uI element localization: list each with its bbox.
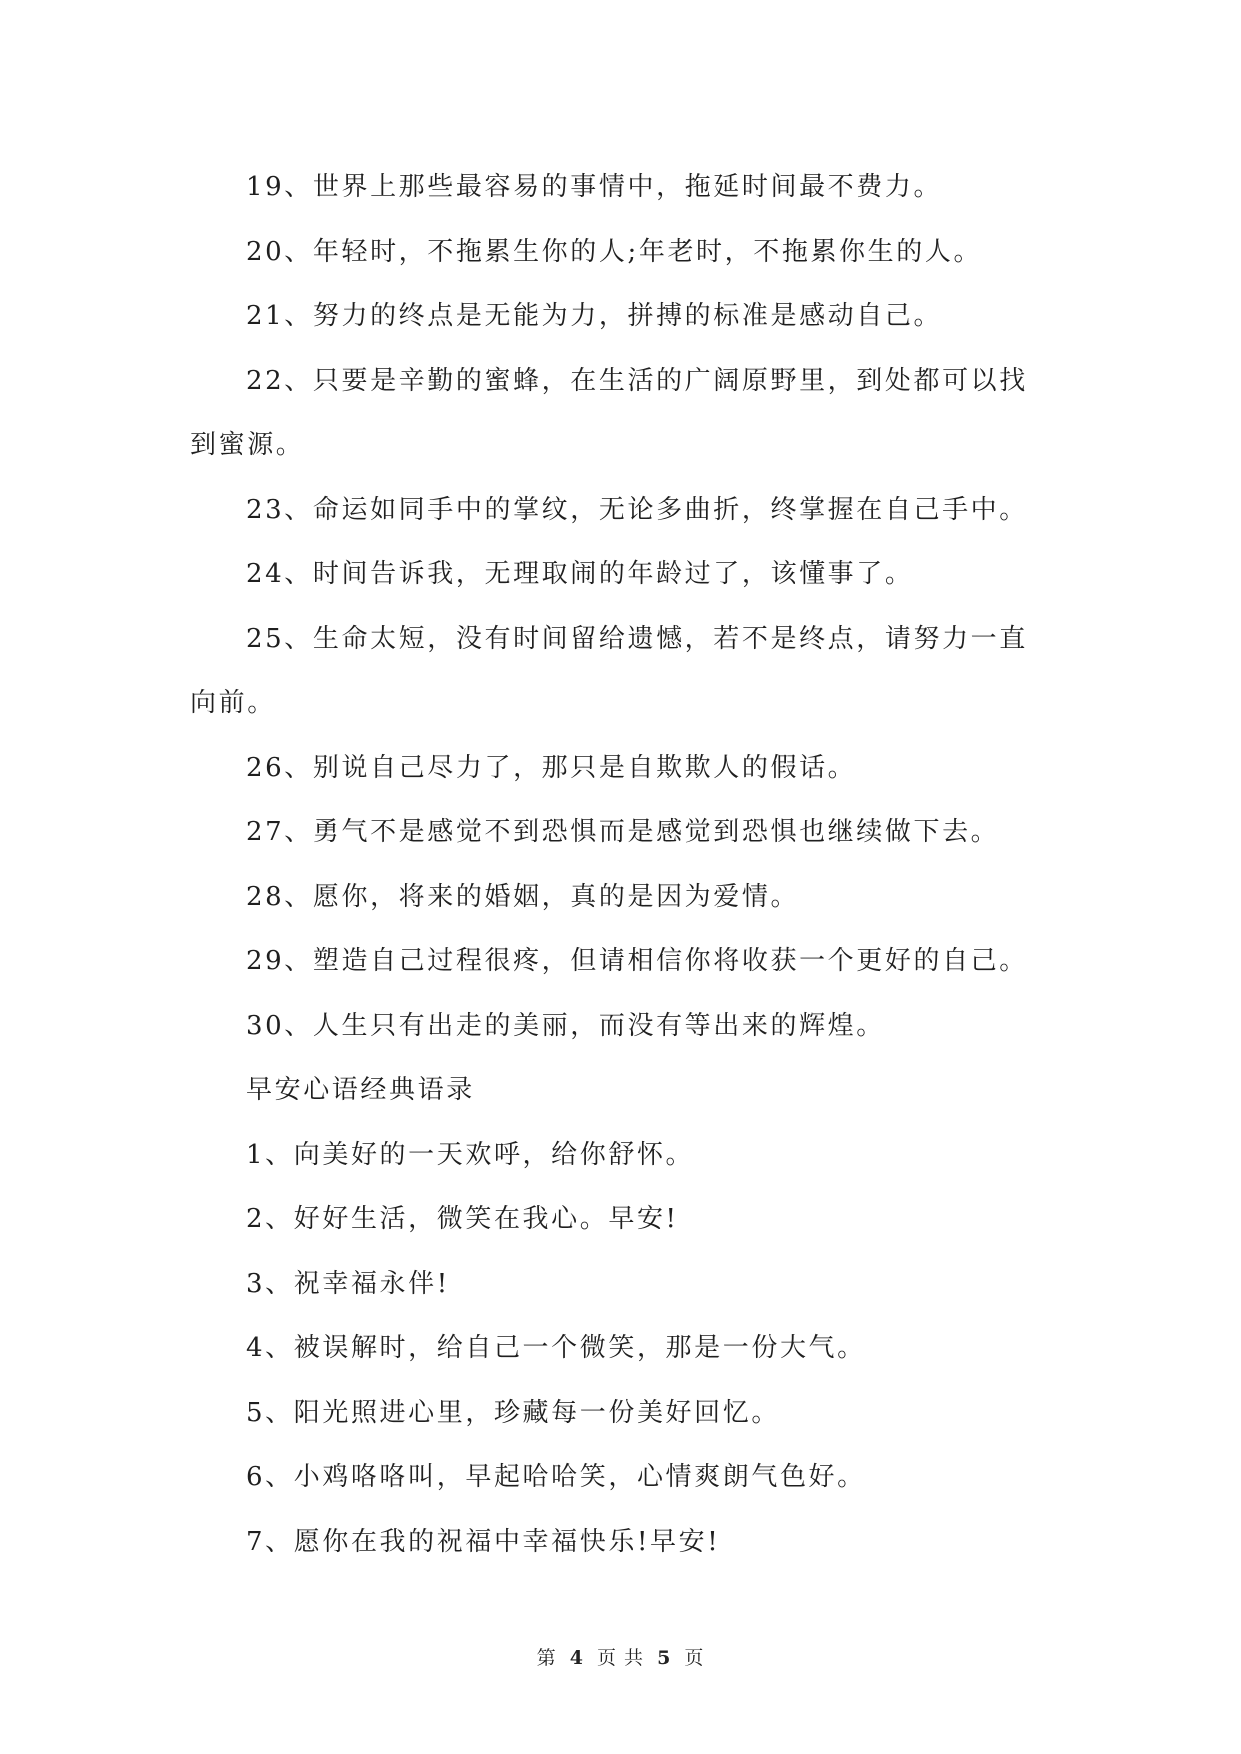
paragraph-25: 25、生命太短，没有时间留给遗憾，若不是终点，请努力一直向前。 [190, 623, 1028, 718]
paragraph-1: 1、向美好的一天欢呼，给你舒怀。 [246, 1139, 695, 1170]
paragraph-27: 27、勇气不是感觉不到恐惧而是感觉到恐惧也继续做下去。 [246, 817, 1000, 847]
document-body [190, 155, 1050, 1574]
footer-current-page: 4 [569, 1647, 584, 1669]
paragraph-3: 3、祝幸福永伴! [246, 1268, 450, 1299]
paragraph-29: 29、塑造自己过程很疼，但请相信你将收获一个更好的自己。 [246, 946, 1028, 976]
footer-suffix: 页 [684, 1647, 705, 1669]
paragraph-21: 21、努力的终点是无能为力，拼搏的标准是感动自己。 [246, 301, 943, 331]
paragraph-19: 19、世界上那些最容易的事情中，拖延时间最不费力。 [246, 172, 943, 202]
paragraph-6: 6、小鸡咯咯叫，早起哈哈笑，心情爽朗气色好。 [246, 1462, 866, 1492]
page-footer [0, 1643, 1241, 1670]
footer-prefix: 第 [536, 1647, 557, 1669]
paragraph-24: 24、时间告诉我，无理取闹的年龄过了，该懂事了。 [246, 559, 914, 589]
paragraph-7: 7、愿你在我的祝福中幸福快乐!早安! [246, 1526, 721, 1557]
paragraph-22: 22、只要是辛勤的蜜蜂，在生活的广阔原野里，到处都可以找到蜜源。 [190, 365, 1028, 460]
paragraph-28: 28、愿你，将来的婚姻，真的是因为爱情。 [246, 881, 800, 912]
paragraph-5: 5、阳光照进心里，珍藏每一份美好回忆。 [246, 1397, 780, 1428]
paragraph-20: 20、年轻时，不拖累生你的人;年老时，不拖累你生的人。 [246, 236, 983, 267]
paragraph-4: 4、被误解时，给自己一个微笑，那是一份大气。 [246, 1333, 866, 1363]
footer-total-pages: 5 [657, 1647, 672, 1669]
paragraph-30: 30、人生只有出走的美丽，而没有等出来的辉煌。 [246, 1010, 885, 1041]
footer-middle: 页 共 [596, 1647, 645, 1669]
paragraph-2: 2、好好生活，微笑在我心。早安! [246, 1204, 679, 1234]
section-heading: 早安心语经典语录 [246, 1075, 475, 1105]
paragraph-26: 26、别说自己尽力了，那只是自欺欺人的假话。 [246, 752, 857, 783]
paragraph-23: 23、命运如同手中的掌纹，无论多曲折，终掌握在自己手中。 [246, 494, 1028, 525]
